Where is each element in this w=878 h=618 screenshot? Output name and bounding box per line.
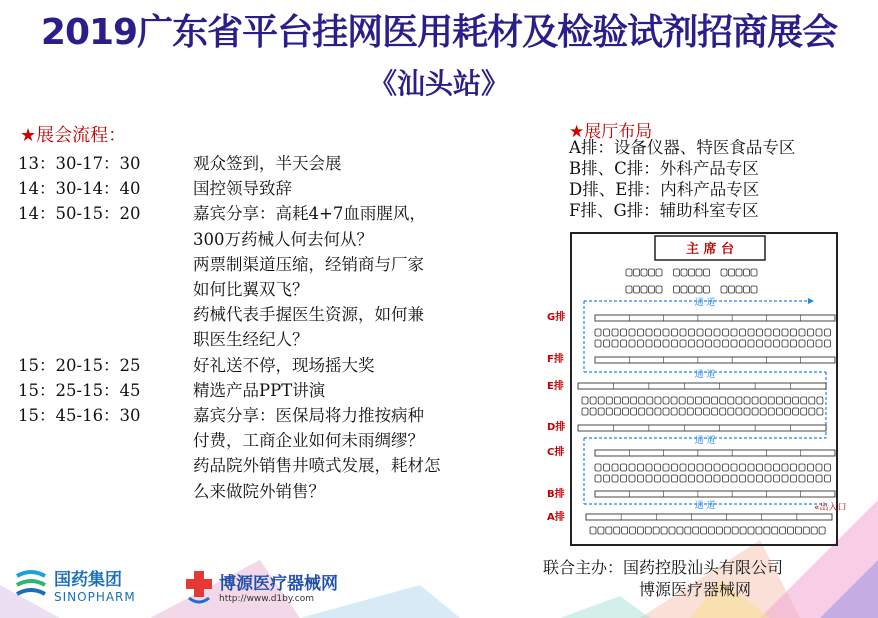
schedule-time: 15：25-15：45 bbox=[18, 380, 141, 400]
seat bbox=[614, 397, 620, 404]
seat bbox=[661, 527, 667, 534]
zone-item: F排、G排：辅助科室专区 bbox=[569, 201, 759, 220]
seat bbox=[816, 464, 822, 471]
seat bbox=[720, 408, 726, 415]
seat bbox=[714, 464, 720, 471]
seat bbox=[663, 408, 669, 415]
seat bbox=[776, 397, 782, 404]
seat bbox=[598, 408, 604, 415]
row-label-e: E排 bbox=[547, 381, 564, 392]
seat bbox=[748, 475, 754, 482]
seat bbox=[641, 269, 647, 276]
seat bbox=[671, 397, 677, 404]
seat bbox=[706, 464, 712, 471]
seat bbox=[674, 286, 680, 293]
schedule-desc: 好礼送不停，现场摇大奖 bbox=[193, 355, 375, 375]
seat bbox=[646, 475, 652, 482]
seat bbox=[785, 397, 791, 404]
event-subtitle: 《汕头站》 bbox=[368, 67, 509, 100]
seat bbox=[680, 475, 686, 482]
seat bbox=[765, 340, 771, 347]
seat bbox=[637, 527, 643, 534]
seat bbox=[653, 527, 659, 534]
seat bbox=[629, 340, 635, 347]
schedule-time: 15：45-16：30 bbox=[18, 406, 141, 426]
seat bbox=[795, 527, 801, 534]
seat bbox=[621, 464, 627, 471]
seat bbox=[641, 286, 647, 293]
seat bbox=[774, 464, 780, 471]
seat bbox=[760, 408, 766, 415]
seat bbox=[689, 269, 695, 276]
event-title: 2019广东省平台挂网医用耗材及检验试剂招商展会 bbox=[40, 12, 838, 53]
seat bbox=[712, 408, 718, 415]
seat bbox=[819, 527, 825, 534]
seat bbox=[697, 464, 703, 471]
seat bbox=[649, 269, 655, 276]
seat bbox=[621, 340, 627, 347]
seat bbox=[606, 527, 612, 534]
seat bbox=[757, 475, 763, 482]
seat bbox=[731, 340, 737, 347]
seat bbox=[612, 475, 618, 482]
seat bbox=[704, 397, 710, 404]
sinopharm-icon bbox=[14, 568, 48, 602]
seat bbox=[744, 397, 750, 404]
seat bbox=[782, 329, 788, 336]
seat bbox=[680, 464, 686, 471]
schedule-desc: 300万药械人何去何从？ bbox=[193, 229, 373, 249]
seat bbox=[748, 464, 754, 471]
seat bbox=[723, 475, 729, 482]
seat bbox=[647, 408, 653, 415]
seat bbox=[669, 527, 675, 534]
aisle-label: 通 道 bbox=[694, 370, 716, 380]
seat bbox=[680, 340, 686, 347]
seat bbox=[720, 397, 726, 404]
seat bbox=[724, 527, 730, 534]
seat bbox=[744, 269, 750, 276]
seat bbox=[808, 464, 814, 471]
seat bbox=[706, 475, 712, 482]
seat bbox=[663, 464, 669, 471]
seat bbox=[623, 397, 629, 404]
booth-table bbox=[578, 383, 826, 389]
seat bbox=[721, 269, 727, 276]
row-label-c: C排 bbox=[547, 447, 565, 458]
boyuan-logo bbox=[183, 568, 338, 604]
seat bbox=[687, 408, 693, 415]
seat bbox=[791, 475, 797, 482]
seat bbox=[723, 340, 729, 347]
seat bbox=[809, 397, 815, 404]
seat bbox=[612, 340, 618, 347]
medical-cross-icon bbox=[183, 568, 215, 604]
schedule-desc: 药械代表手握医生资源，如何兼 bbox=[193, 305, 424, 325]
seat bbox=[614, 408, 620, 415]
seat bbox=[595, 340, 601, 347]
seat bbox=[825, 340, 831, 347]
seat bbox=[663, 475, 669, 482]
schedule-desc: 如何比翼双飞？ bbox=[193, 280, 309, 300]
seat bbox=[803, 527, 809, 534]
seat bbox=[623, 408, 629, 415]
seat bbox=[604, 464, 610, 471]
seat bbox=[634, 269, 640, 276]
schedule-time: 14：30-14：40 bbox=[18, 179, 141, 199]
seat bbox=[811, 527, 817, 534]
seat bbox=[748, 527, 754, 534]
seat bbox=[638, 475, 644, 482]
schedule-heading-text: 展会流程： bbox=[36, 125, 127, 146]
seat bbox=[656, 269, 662, 276]
seat bbox=[765, 464, 771, 471]
seat bbox=[793, 408, 799, 415]
seat bbox=[695, 408, 701, 415]
schedule-desc: 付费，工商企业如何未雨绸缪？ bbox=[193, 431, 424, 451]
seat bbox=[622, 527, 628, 534]
seat bbox=[612, 464, 618, 471]
schedule-time: 13：30-17：30 bbox=[18, 154, 141, 173]
seat bbox=[606, 397, 612, 404]
seat bbox=[663, 340, 669, 347]
booth-table bbox=[578, 425, 826, 431]
seat bbox=[732, 527, 738, 534]
seat bbox=[695, 397, 701, 404]
seat bbox=[626, 269, 632, 276]
seat bbox=[598, 397, 604, 404]
seat bbox=[677, 527, 683, 534]
exit-label: «出入口 bbox=[814, 503, 847, 513]
schedule-time: 15：20-15：25 bbox=[18, 355, 141, 375]
seat bbox=[629, 475, 635, 482]
seat bbox=[791, 329, 797, 336]
seat bbox=[674, 269, 680, 276]
seat bbox=[764, 527, 770, 534]
schedule-desc: 精选产品PPT讲演 bbox=[193, 380, 326, 400]
booth-table bbox=[595, 357, 835, 363]
seat bbox=[639, 408, 645, 415]
layout-heading-text: 展厅布局 bbox=[584, 122, 653, 142]
seat bbox=[793, 397, 799, 404]
seat bbox=[656, 286, 662, 293]
aisle-label: 通 道 bbox=[694, 298, 716, 308]
seat bbox=[740, 340, 746, 347]
seat bbox=[731, 475, 737, 482]
seat bbox=[801, 397, 807, 404]
seat bbox=[704, 269, 710, 276]
seat bbox=[721, 286, 727, 293]
star-icon: ★ bbox=[20, 125, 37, 146]
seat bbox=[612, 329, 618, 336]
seat bbox=[590, 408, 596, 415]
seat bbox=[736, 408, 742, 415]
seat bbox=[716, 527, 722, 534]
seat bbox=[788, 527, 794, 534]
seat bbox=[728, 397, 734, 404]
seat bbox=[729, 269, 735, 276]
booth-table bbox=[595, 315, 835, 321]
seat bbox=[808, 340, 814, 347]
seat bbox=[816, 329, 822, 336]
schedule-time: 14：50-15：20 bbox=[18, 204, 141, 224]
seat bbox=[706, 329, 712, 336]
boyuan-name: 博源医疗器械网 bbox=[219, 573, 338, 594]
seat bbox=[740, 464, 746, 471]
seat bbox=[728, 408, 734, 415]
organizers-label: 联合主办： bbox=[543, 558, 624, 577]
seat bbox=[680, 329, 686, 336]
seat bbox=[748, 340, 754, 347]
zone-item: D排、E排：内科产品专区 bbox=[569, 180, 760, 199]
seat bbox=[757, 329, 763, 336]
seat bbox=[825, 475, 831, 482]
seat bbox=[816, 340, 822, 347]
seat bbox=[604, 475, 610, 482]
seat bbox=[614, 527, 620, 534]
seat bbox=[629, 464, 635, 471]
seat bbox=[776, 408, 782, 415]
stage-label: 主 席 台 bbox=[685, 242, 735, 257]
seat bbox=[729, 286, 735, 293]
seat bbox=[780, 527, 786, 534]
seat bbox=[595, 475, 601, 482]
seat bbox=[679, 397, 685, 404]
seat bbox=[646, 464, 652, 471]
seat bbox=[646, 329, 652, 336]
seat bbox=[634, 286, 640, 293]
aisle-label: 通 道 bbox=[694, 501, 716, 511]
seat bbox=[685, 527, 691, 534]
seat bbox=[799, 475, 805, 482]
seat bbox=[655, 464, 661, 471]
booth-table bbox=[595, 450, 835, 456]
seat bbox=[598, 527, 604, 534]
organizer-name: 国药控股汕头有限公司 bbox=[623, 558, 784, 577]
seat bbox=[672, 329, 678, 336]
schedule-desc: 国控领导致辞 bbox=[193, 179, 292, 199]
seat bbox=[801, 408, 807, 415]
seat bbox=[723, 329, 729, 336]
seat bbox=[631, 408, 637, 415]
seat bbox=[697, 340, 703, 347]
seat bbox=[649, 286, 655, 293]
booth-table bbox=[595, 491, 835, 497]
seat bbox=[765, 475, 771, 482]
schedule-desc: 观众签到，半天会展 bbox=[193, 154, 342, 173]
seat bbox=[689, 475, 695, 482]
seat bbox=[799, 340, 805, 347]
seat bbox=[774, 329, 780, 336]
seat bbox=[693, 527, 699, 534]
seat bbox=[751, 269, 757, 276]
seat bbox=[604, 329, 610, 336]
seat bbox=[817, 408, 823, 415]
zone-item: B排、C排：外科产品专区 bbox=[569, 159, 759, 178]
seat bbox=[756, 527, 762, 534]
seat bbox=[706, 340, 712, 347]
seat bbox=[751, 286, 757, 293]
seat bbox=[590, 527, 596, 534]
seat bbox=[631, 397, 637, 404]
seat bbox=[757, 340, 763, 347]
seat bbox=[714, 475, 720, 482]
seat bbox=[689, 464, 695, 471]
sinopharm-cn: 国药集团 bbox=[54, 570, 122, 590]
seat bbox=[809, 408, 815, 415]
seat bbox=[709, 527, 715, 534]
aisle-label: 通 道 bbox=[694, 436, 716, 446]
seat bbox=[768, 397, 774, 404]
zone-item: A排：设备仪器、特医食品专区 bbox=[569, 138, 796, 157]
seat bbox=[697, 329, 703, 336]
seat bbox=[638, 329, 644, 336]
seat bbox=[595, 329, 601, 336]
seat bbox=[672, 340, 678, 347]
seat bbox=[704, 408, 710, 415]
seat bbox=[712, 397, 718, 404]
seat bbox=[655, 340, 661, 347]
row-label-a: A排 bbox=[547, 512, 565, 523]
seat bbox=[626, 286, 632, 293]
seat bbox=[639, 397, 645, 404]
seat bbox=[752, 397, 758, 404]
seat bbox=[731, 329, 737, 336]
seat bbox=[629, 329, 635, 336]
organizers bbox=[543, 557, 783, 601]
seat bbox=[774, 475, 780, 482]
seat bbox=[760, 397, 766, 404]
schedule-desc: 嘉宾分享：医保局将力推按病种 bbox=[193, 406, 424, 426]
seat bbox=[621, 475, 627, 482]
seat bbox=[765, 329, 771, 336]
seat bbox=[655, 408, 661, 415]
seat bbox=[731, 464, 737, 471]
seat bbox=[782, 464, 788, 471]
seat bbox=[638, 464, 644, 471]
seat bbox=[646, 340, 652, 347]
seat bbox=[740, 527, 746, 534]
schedule-desc: 么来做院外销售？ bbox=[193, 481, 325, 501]
seat bbox=[799, 329, 805, 336]
seat bbox=[768, 408, 774, 415]
seat bbox=[663, 397, 669, 404]
seat bbox=[736, 397, 742, 404]
row-label-d: D排 bbox=[547, 422, 566, 433]
seat bbox=[744, 286, 750, 293]
seat bbox=[655, 329, 661, 336]
seat bbox=[655, 397, 661, 404]
seat bbox=[740, 475, 746, 482]
schedule-desc: 嘉宾分享：高耗4+7血雨腥风， bbox=[193, 204, 426, 224]
seat bbox=[782, 340, 788, 347]
seat bbox=[689, 340, 695, 347]
booth-table bbox=[586, 514, 832, 520]
seat bbox=[791, 464, 797, 471]
seat bbox=[772, 527, 778, 534]
seat bbox=[647, 397, 653, 404]
seat bbox=[757, 464, 763, 471]
schedule-desc: 两票制渠道压缩，经销商与厂家 bbox=[193, 254, 424, 274]
seat bbox=[704, 286, 710, 293]
seat bbox=[799, 464, 805, 471]
sinopharm-en: SINOPHARM bbox=[54, 590, 136, 604]
row-label-g: G排 bbox=[547, 312, 566, 323]
seat bbox=[816, 475, 822, 482]
seat bbox=[655, 475, 661, 482]
schedule-desc: 职医生经纪人？ bbox=[193, 330, 309, 350]
seat bbox=[714, 340, 720, 347]
seat bbox=[645, 527, 651, 534]
seat bbox=[638, 340, 644, 347]
seat bbox=[630, 527, 636, 534]
seat bbox=[782, 475, 788, 482]
seat bbox=[687, 397, 693, 404]
schedule-desc: 药品院外销售井喷式发展，耗材怎 bbox=[193, 456, 441, 476]
seat bbox=[604, 340, 610, 347]
seat bbox=[606, 408, 612, 415]
seat bbox=[825, 329, 831, 336]
seat bbox=[808, 475, 814, 482]
organizer-name: 博源医疗器械网 bbox=[639, 580, 752, 599]
seat bbox=[696, 269, 702, 276]
seat bbox=[621, 329, 627, 336]
sinopharm-logo bbox=[14, 565, 136, 604]
seat bbox=[825, 464, 831, 471]
row-label-b: B排 bbox=[547, 489, 565, 500]
boyuan-url: http://www.d1by.com bbox=[219, 593, 314, 604]
row-label-f: F排 bbox=[547, 354, 564, 365]
seat bbox=[689, 286, 695, 293]
seat bbox=[744, 408, 750, 415]
seat bbox=[679, 408, 685, 415]
seat bbox=[748, 329, 754, 336]
seat bbox=[681, 286, 687, 293]
seat bbox=[701, 527, 707, 534]
seat bbox=[740, 329, 746, 336]
seat bbox=[774, 340, 780, 347]
seat bbox=[791, 340, 797, 347]
seat bbox=[785, 408, 791, 415]
seat bbox=[671, 408, 677, 415]
seat bbox=[689, 329, 695, 336]
seat bbox=[696, 286, 702, 293]
seat bbox=[808, 329, 814, 336]
star-icon: ★ bbox=[569, 122, 585, 142]
seat bbox=[663, 329, 669, 336]
seat bbox=[582, 408, 588, 415]
seat bbox=[736, 269, 742, 276]
seat bbox=[817, 397, 823, 404]
seat bbox=[697, 475, 703, 482]
seat bbox=[752, 408, 758, 415]
seat bbox=[672, 475, 678, 482]
seat bbox=[672, 464, 678, 471]
seat bbox=[723, 464, 729, 471]
seat bbox=[590, 397, 596, 404]
seat bbox=[681, 269, 687, 276]
seat bbox=[736, 286, 742, 293]
seat bbox=[714, 329, 720, 336]
seat bbox=[582, 397, 588, 404]
seat bbox=[595, 464, 601, 471]
